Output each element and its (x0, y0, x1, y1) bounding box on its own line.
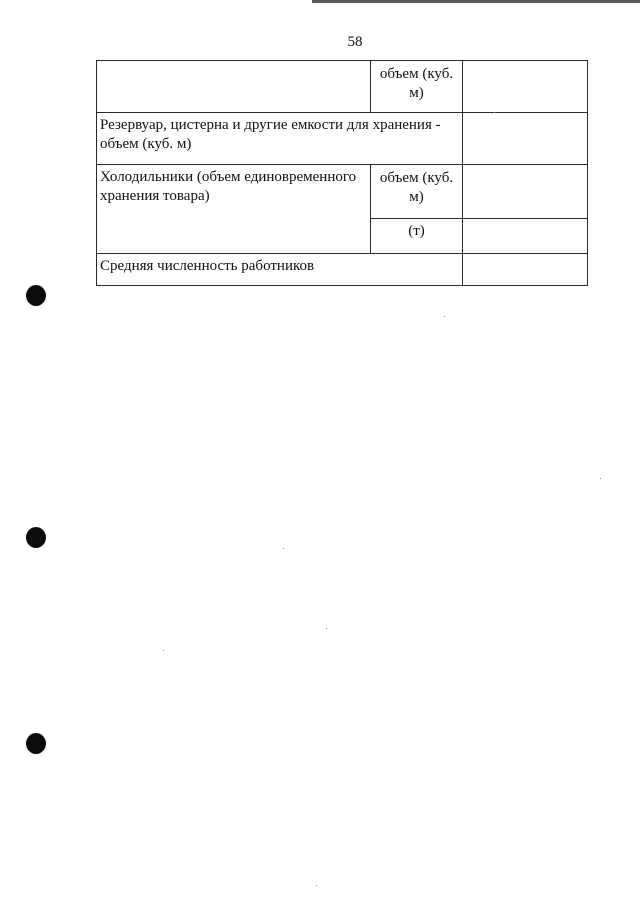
value-cell (463, 254, 588, 286)
scan-edge (312, 0, 640, 3)
value-cell (463, 61, 588, 113)
scan-speck (444, 316, 445, 317)
scan-speck (326, 628, 327, 629)
value-cell (463, 113, 588, 165)
scan-speck (283, 548, 284, 549)
scan-speck (316, 885, 317, 886)
value-cell (463, 165, 588, 219)
row-label-cell: Резервуар, цистерна и другие емкости для хранения - объем (куб. м) (97, 113, 463, 165)
scan-speck (494, 112, 495, 113)
scan-speck (600, 478, 601, 479)
data-table (96, 60, 588, 286)
page-number: 58 (347, 34, 363, 50)
unit-cell: объем (куб. м) (371, 165, 463, 219)
table-row (97, 61, 588, 113)
table-row (97, 113, 588, 165)
scan-speck (163, 650, 164, 651)
table-row (97, 165, 588, 219)
row-label-cell: Средняя численность работников (97, 254, 463, 286)
value-cell (463, 219, 588, 254)
row-label-cell: Холодильники (объем единовременного хранения товара) (97, 165, 371, 254)
punch-hole (26, 285, 46, 306)
punch-hole (26, 733, 46, 754)
punch-hole (26, 527, 46, 548)
row-label-cell (97, 61, 371, 113)
table-row (97, 254, 588, 286)
unit-cell: объем (куб. м) (371, 61, 463, 113)
unit-cell: (т) (371, 219, 463, 254)
